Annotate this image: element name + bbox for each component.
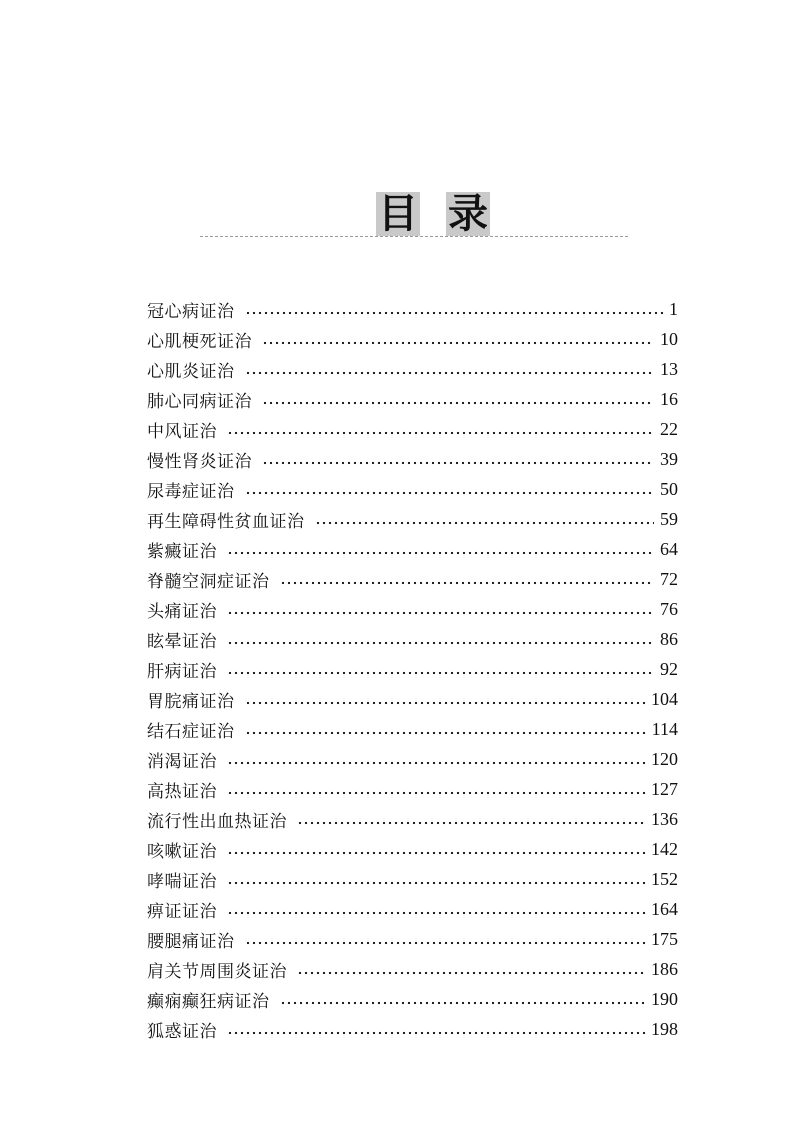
- toc-entry[interactable]: [147, 594, 678, 624]
- title-char-1: 目: [378, 190, 418, 237]
- toc-entry-page-number: 76: [660, 598, 678, 619]
- toc-entry-page-number: 198: [651, 1018, 678, 1039]
- toc-entry[interactable]: [147, 534, 678, 564]
- dot-leader: [227, 894, 645, 924]
- toc-entry-title: 头痛证治: [147, 601, 217, 622]
- toc-entry[interactable]: [147, 684, 678, 714]
- toc-entry-title: 肩关节周围炎证治: [147, 961, 287, 982]
- toc-entry-page-number: 22: [660, 418, 678, 439]
- toc-entry-title: 结石症证治: [147, 721, 235, 742]
- toc-entry-page-number: 164: [651, 898, 678, 919]
- toc-entry-page-number: 39: [660, 448, 678, 469]
- dot-leader: [227, 1014, 645, 1044]
- dot-leader: [245, 684, 646, 714]
- toc-entry-page-number: 142: [651, 838, 678, 859]
- toc-entry-page-number: 50: [660, 478, 678, 499]
- dot-leader: [227, 744, 645, 774]
- toc-entry-title: 中风证治: [147, 421, 217, 442]
- toc-entry[interactable]: [147, 354, 678, 384]
- page-title: [0, 192, 800, 240]
- title-char-2: 录: [448, 190, 488, 237]
- toc-entry-title: 慢性肾炎证治: [147, 451, 252, 472]
- dot-leader: [227, 864, 645, 894]
- dot-leader: [297, 804, 645, 834]
- toc-entry-title: 痹证证治: [147, 901, 217, 922]
- toc-entry-title: 癫痫癫狂病证治: [147, 991, 270, 1012]
- toc-entry-page-number: 16: [660, 388, 678, 409]
- toc-entry-page-number: 59: [660, 508, 678, 529]
- toc-entry-title: 紫癜证治: [147, 541, 217, 562]
- toc-entry[interactable]: [147, 324, 678, 354]
- toc-entry-title: 流行性出血热证治: [147, 811, 287, 832]
- toc-entry[interactable]: [147, 444, 678, 474]
- toc-entry[interactable]: [147, 714, 678, 744]
- toc-entry-title: 尿毒症证治: [147, 481, 235, 502]
- dot-leader: [315, 504, 655, 534]
- toc-entry-page-number: 114: [651, 718, 678, 739]
- toc-entry-page-number: 92: [660, 658, 678, 679]
- toc-entry[interactable]: [147, 864, 678, 894]
- toc-entry-page-number: 127: [651, 778, 678, 799]
- toc-entry[interactable]: [147, 834, 678, 864]
- toc-entry-title: 肝病证治: [147, 661, 217, 682]
- toc-entry-page-number: 86: [660, 628, 678, 649]
- toc-entry-page-number: 175: [651, 928, 678, 949]
- toc-entry[interactable]: [147, 474, 678, 504]
- dot-leader: [227, 654, 654, 684]
- dot-leader: [227, 414, 654, 444]
- title-divider: [200, 236, 628, 237]
- toc-entry-title: 心肌梗死证治: [147, 331, 252, 352]
- toc-entry-page-number: 1: [669, 298, 678, 319]
- toc-entry-title: 高热证治: [147, 781, 217, 802]
- dot-leader: [245, 714, 646, 744]
- toc-entry[interactable]: [147, 954, 678, 984]
- toc-entry-page-number: 190: [651, 988, 678, 1009]
- toc-entry[interactable]: [147, 654, 678, 684]
- dot-leader: [280, 984, 646, 1014]
- toc-entry[interactable]: [147, 744, 678, 774]
- toc-entry-page-number: 152: [651, 868, 678, 889]
- toc-entry-page-number: 13: [660, 358, 678, 379]
- toc-entry[interactable]: [147, 624, 678, 654]
- dot-leader: [227, 834, 645, 864]
- toc-entry-page-number: 64: [660, 538, 678, 559]
- dot-leader: [245, 354, 655, 384]
- toc-entry-title: 腰腿痛证治: [147, 931, 235, 952]
- toc-entry[interactable]: [147, 804, 678, 834]
- toc-entry[interactable]: [147, 384, 678, 414]
- toc-entry-page-number: 104: [651, 688, 678, 709]
- toc-entry[interactable]: [147, 1014, 678, 1044]
- toc-entry[interactable]: [147, 504, 678, 534]
- toc-entry[interactable]: [147, 774, 678, 804]
- toc-entry-page-number: 186: [651, 958, 678, 979]
- toc-entry-title: 咳嗽证治: [147, 841, 217, 862]
- dot-leader: [245, 294, 664, 324]
- toc-entry-title: 眩晕证治: [147, 631, 217, 652]
- toc-entry-title: 脊髓空洞症证治: [147, 571, 270, 592]
- dot-leader: [262, 324, 654, 354]
- toc-entry-title: 冠心病证治: [147, 301, 235, 322]
- toc-entry[interactable]: [147, 564, 678, 594]
- toc-entry-title: 心肌炎证治: [147, 361, 235, 382]
- toc-entry-title: 肺心同病证治: [147, 391, 252, 412]
- dot-leader: [227, 534, 654, 564]
- toc-entry-page-number: 10: [660, 328, 678, 349]
- toc-entry-title: 胃脘痛证治: [147, 691, 235, 712]
- dot-leader: [262, 444, 654, 474]
- dot-leader: [227, 624, 654, 654]
- dot-leader: [245, 924, 646, 954]
- dot-leader: [227, 774, 645, 804]
- toc-entry-page-number: 72: [660, 568, 678, 589]
- toc-entry[interactable]: [147, 984, 678, 1014]
- toc-entry-title: 哮喘证治: [147, 871, 217, 892]
- dot-leader: [280, 564, 655, 594]
- dot-leader: [227, 594, 654, 624]
- toc-entry-title: 狐惑证治: [147, 1021, 217, 1042]
- toc-entry-page-number: 136: [651, 808, 678, 829]
- dot-leader: [262, 384, 654, 414]
- toc-entry-title: 消渴证治: [147, 751, 217, 772]
- toc-entry[interactable]: [147, 894, 678, 924]
- toc-entry-page-number: 120: [651, 748, 678, 769]
- dot-leader: [245, 474, 655, 504]
- toc-entry[interactable]: [147, 924, 678, 954]
- dot-leader: [297, 954, 645, 984]
- toc-entry[interactable]: [147, 414, 678, 444]
- toc-entry-title: 再生障碍性贫血证治: [147, 511, 305, 532]
- toc-entry[interactable]: [147, 294, 678, 324]
